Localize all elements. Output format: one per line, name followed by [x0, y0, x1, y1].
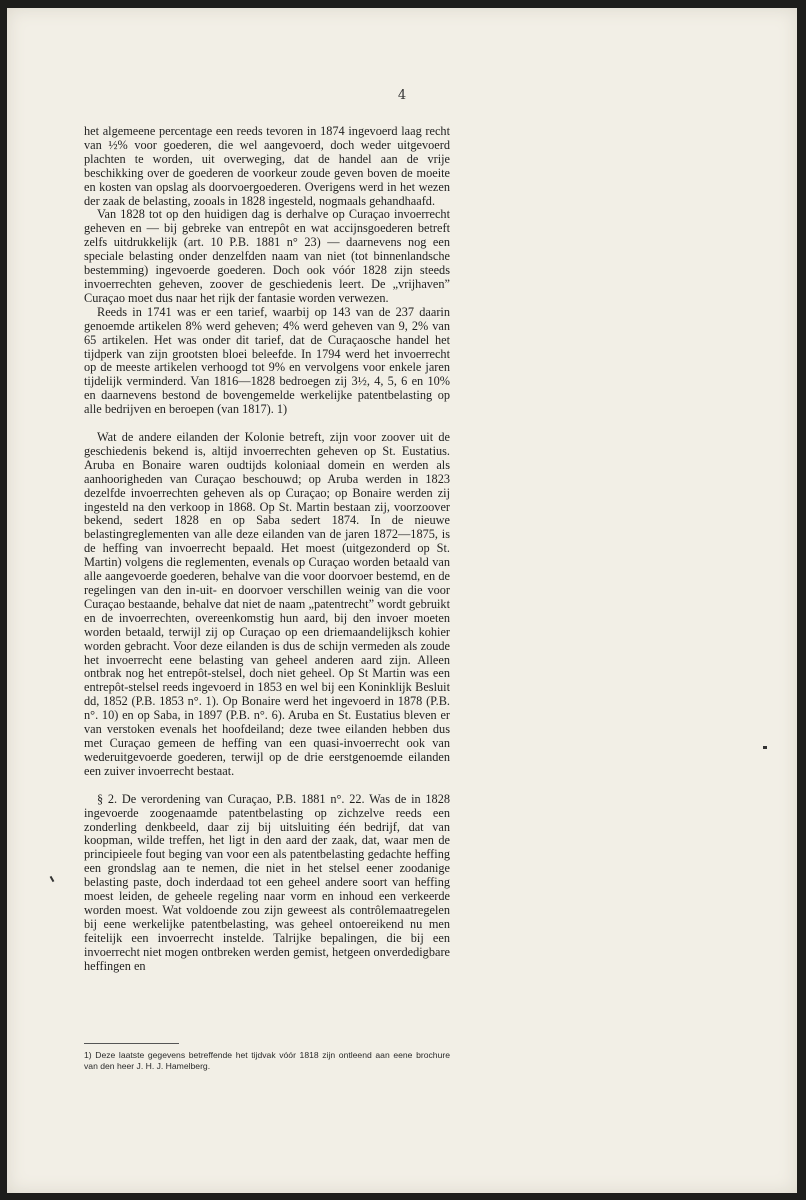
footnote: 1) Deze laatste gegevens betreffende het tijdvak vóór 1818 zijn ontleend aan eene brochure van den heer J. H. J. Hamelberg.: [84, 1050, 450, 1071]
scan-speck: [763, 746, 767, 749]
paragraph-1: het algemeene percentage een reeds tevoren in 1874 ingevoerd laag recht van ½% voor goederen, die wel aangevoerd, doch weder uitgevoerd plachten te worden, uit overweging, dat de handel aan de vrije beschikking over de goederen de voorkeur zoude geven boven de moeite en kosten van opslag als doorvoergoederen. Overigens werd in het wezen der zaak de belasting, zooals in 1828 ingesteld, nogmaals gehandhaafd.: [84, 124, 450, 208]
footnote-divider: [84, 1043, 179, 1044]
paragraph-5: § 2. De verordening van Curaçao, P.B. 1881 n°. 22. Was de in 1828 ingevoerde zoogenaamde patentbelasting op zichzelve reeds een zonderling denkbeeld, daar zij bij uitsluiting één bedrijf, dat van koopman, wilde treffen, het ligt in den aard der zaak, dat, waar men de principieele fout beging van voor een als patentbelasting gedachte heffing een grondslag aan te nemen, die niet in het stelsel eener zoodanige belasting paste, doch inderdaad tot een geheel andere soort van heffing moest leiden, de geheele regeling naar vorm en inhoud een verkeerde worden moest. Wat voldoende zou zijn geweest als contrôlemaatregelen bij eene werkelijke patentbelasting, was geheel ontoereikend nu men feitelijk een invoerrecht instelde. Talrijke bepalingen, die bij een invoerrecht niet mogen ontbreken werden gemist, hetgeen onverdedigbare heffingen en: [84, 791, 450, 973]
paragraph-2: Van 1828 tot op den huidigen dag is derhalve op Curaçao invoerrecht geheven en — bij gebreke van entrepôt en wat accijnsgoederen betreft zelfs uitdrukkelijk (art. 10 P.B. 1881 n° 23) — daarnevens nog een speciale belasting onder denzelfden naam van niet (tot binnenlandsche bestemming) ingevoerde goederen. Doch ook vóór 1828 zijn steeds invoerrechten geheven, zoover de geschiedenis leert. De „vrijhaven” Curaçao moet dus naar het rijk der fantasie worden verwezen.: [84, 207, 450, 305]
body-text: [84, 125, 450, 973]
paragraph-3: Reeds in 1741 was er een tarief, waarbij op 143 van de 237 daarin genoemde artikelen 8% werd geheven; 4% werd geheven van 9, 2% van 65 artikelen. Het was onder dit tarief, dat de Curaçaosche handel het tijdperk van zijn grootsten bloei beleefde. In 1794 werd het invoerrecht op de meeste artikelen verhoogd tot 9% en vervolgens voor enkele jaren tijdelijk verminderd. Van 1816—1828 bedroegen zij 3½, 4, 5, 6 en 10% en daarnevens bestond de bovengemelde werkelijke patentbelasting op alle bedrijven en beroepen (van 1817). 1): [84, 304, 450, 417]
paragraph-4: Wat de andere eilanden der Kolonie betreft, zijn voor zoover uit de geschiedenis bekend is, altijd invoerrechten geheven op St. Eustatius. Aruba en Bonaire waren oudtijds koloniaal domein en werden als aanhoorigheden van Curaçao beschouwd; op Aruba werden in 1823 dezelfde invoerrechten geheven als op Curaçao; op Bonaire werden zij ingesteld na den verkoop in 1868. Op St. Martin bestaan zij, voorzoover bekend, sedert 1828 en op Saba sedert 1874. In de nieuwe belastingreglementen van alle deze eilanden van de jaren 1872—1875, is de heffing van invoerrecht bepaald. Het moest (uitgezonderd op St. Martin) volgens die reglementen, evenals op Curaçao worden betaald van alle aangevoerde goederen, behalve van die voor doorvoer bestemd, en de regelingen van den in-uit- en doorvoer verschillen weinig van die voor Curaçao bestaande, behalve dat niet de naam „patentrecht” wordt gebruikt en de invoerrechten, overeenkomstig hun aard, bij den invoer moeten worden betaald, terwijl zij op Curaçao op een driemaandelijksch kohier worden gebracht. Voor deze eilanden is dus de schijn vermeden als zoude het invoerrecht eene belasting van geheel anderen aard zijn. Alleen ontbrak nog het entrepôt-stelsel, doch niet geheel. Op St Martin was een entrepôt-stelsel reeds ingevoerd in 1853 en wel bij een Koninklijk Besluit dd, 1852 (P.B. 1853 n°. 1). Op Bonaire werd het ingevoerd in 1878 (P.B. n°. 10) en op Saba, in 1897 (P.B. n°. 6). Aruba en St. Eustatius bleven er van verstoken evenals het hoofdeiland; deze twee eilanden hebben dus met Curaçao gemeen de heffing van een quasi-invoerrecht ook van wederuitgevoerde goederen, terwijl op de drie eerstgenoemde eilanden een zuiver invoerrecht bestaat.: [84, 430, 450, 778]
page-number: 4: [397, 88, 407, 103]
scan-speck: [50, 876, 55, 882]
document-page: [7, 8, 797, 1193]
